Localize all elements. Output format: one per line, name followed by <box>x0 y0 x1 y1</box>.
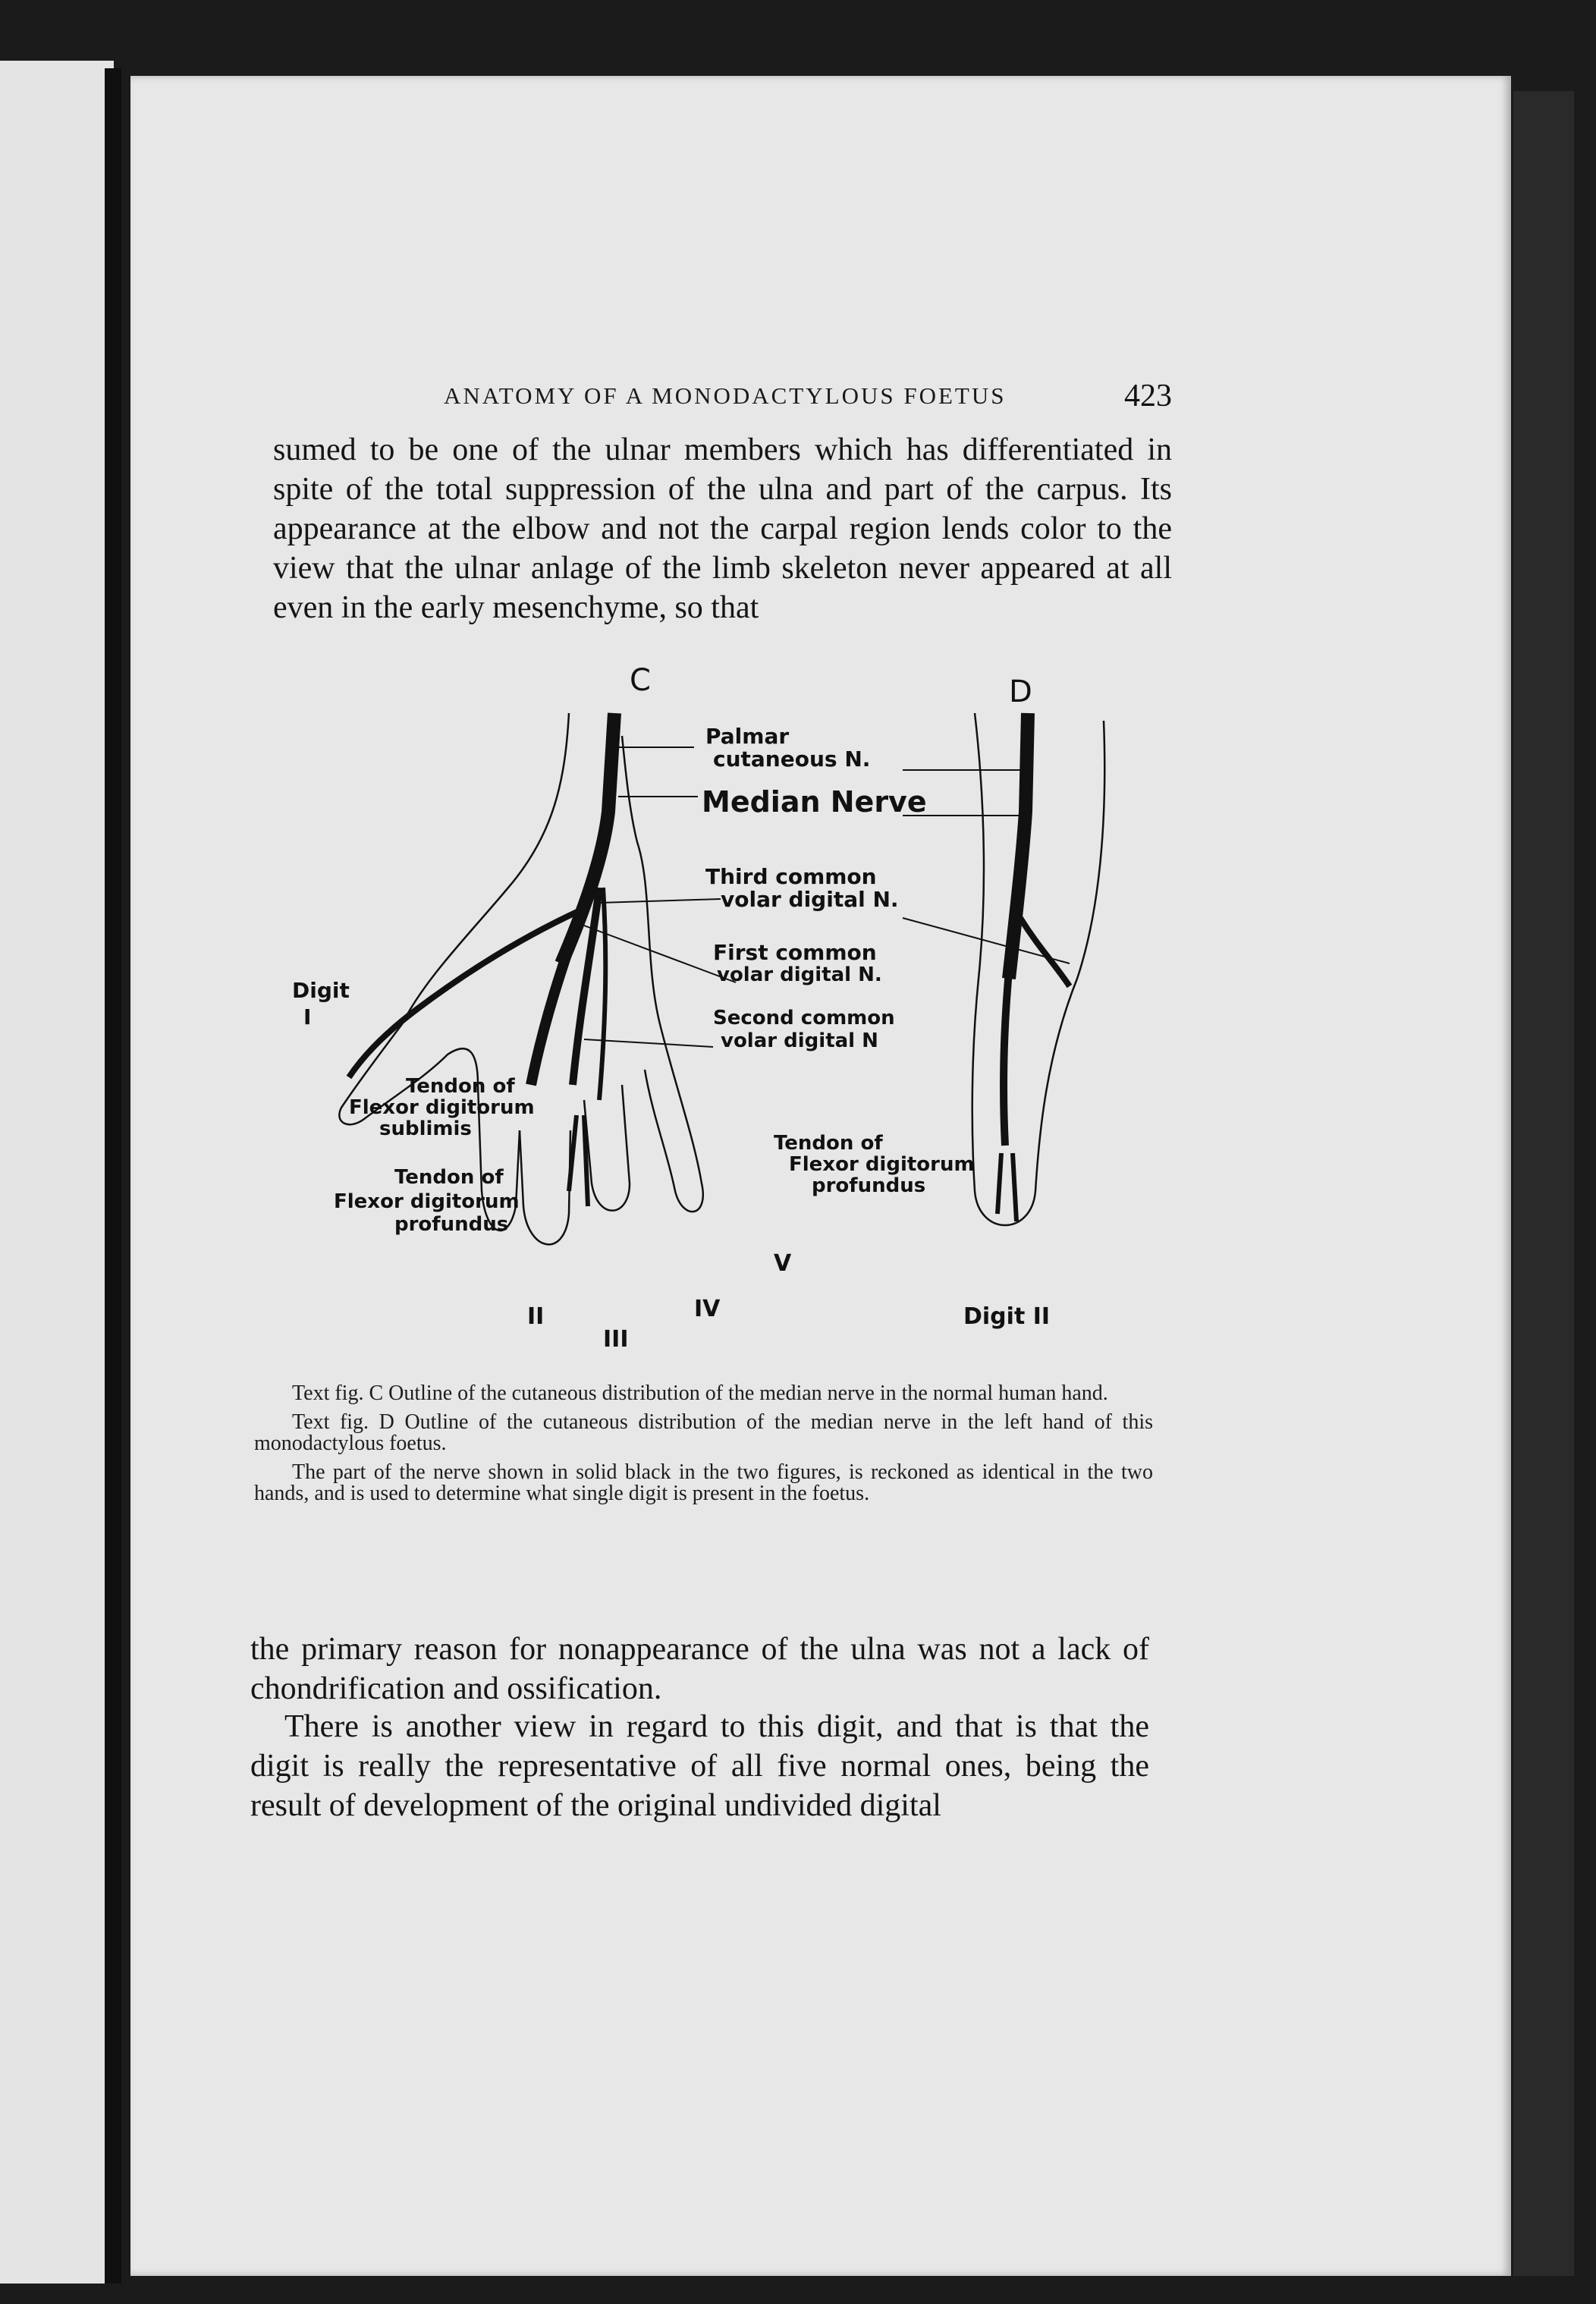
running-title: ANATOMY OF A MONODACTYLOUS FOETUS <box>444 382 1007 409</box>
label-d: D <box>1009 674 1032 709</box>
label-iv: IV <box>694 1296 721 1322</box>
figure-hands <box>281 660 1176 1381</box>
label-ii: II <box>527 1303 545 1330</box>
label-d-profundus-2: Flexor digitorum <box>789 1153 975 1176</box>
hand-nerve-diagram <box>281 660 1176 1381</box>
hand-c-finger-v <box>622 736 703 1212</box>
hand-c-outline <box>339 713 569 1231</box>
caption-note: The part of the nerve shown in solid black in the two figures, is reckoned as identical in the two hands, and is used to determine what single digit is present in the foetus. <box>254 1460 1153 1505</box>
label-first-2: volar digital N. <box>717 963 882 986</box>
label-sublimis-2: Flexor digitorum <box>349 1096 535 1119</box>
figure-caption <box>254 1383 1153 1512</box>
label-iii: III <box>603 1326 629 1353</box>
label-v: V <box>774 1250 792 1277</box>
label-digit-ii: Digit II <box>963 1303 1051 1330</box>
body-paragraph-bottom-2: There is another view in regard to this digit, and that is that the digit is really the representative of all five normal ones, being the result of development of the original undivided digital <box>250 1709 1149 1823</box>
label-first-1: First common <box>713 940 877 965</box>
label-median-nerve: Median Nerve <box>702 785 927 819</box>
label-sublimis-3: sublimis <box>379 1117 472 1140</box>
caption-fig-d: Text fig. D Outline of the cutaneous distribution of the median nerve in the left hand of this monodactylous foetus. <box>254 1410 1153 1455</box>
label-digit-i-2: I <box>303 1004 312 1029</box>
label-third-1: Third common <box>705 864 877 889</box>
label-palmar-1: Palmar <box>705 724 790 749</box>
label-profundus-1: Tendon of <box>394 1166 504 1189</box>
hand-c-finger-iii <box>520 1130 570 1244</box>
label-profundus-2: Flexor digitorum <box>334 1190 520 1213</box>
label-c: C <box>630 663 651 698</box>
label-d-profundus-1: Tendon of <box>774 1132 883 1155</box>
label-digit-i-1: Digit <box>292 978 350 1003</box>
label-second-1: Second common <box>713 1007 895 1029</box>
label-third-2: volar digital N. <box>721 887 899 912</box>
label-d-profundus-3: profundus <box>812 1174 926 1197</box>
book-gutter <box>105 68 121 2284</box>
hand-c-finger-iv <box>584 1085 630 1211</box>
body-paragraph-top: sumed to be one of the ulnar members which has differentiated in spite of the total suppression of the ulna and part of the carpus. Its appearance at the elbow and not the carpal region lends color to the view that the ulnar anlage of the limb skeleton never appeared at all even in the early mesenchyme, so that <box>273 432 1172 625</box>
label-second-2: volar digital N <box>721 1029 878 1052</box>
page-header <box>444 378 1172 423</box>
caption-fig-c: Text fig. C Outline of the cutaneous distribution of the median nerve in the normal human hand. <box>292 1381 1108 1405</box>
body-paragraph-bottom-1: the primary reason for nonappearance of the ulna was not a lack of chondrification and ossification. <box>250 1632 1149 1706</box>
label-sublimis-1: Tendon of <box>406 1075 515 1098</box>
facing-page-edge <box>0 61 114 2284</box>
scan-background-right <box>1513 91 1574 2276</box>
hand-d-outline <box>972 713 1105 1225</box>
label-profundus-3: profundus <box>394 1213 509 1236</box>
label-palmar-2: cutaneous N. <box>713 747 871 772</box>
page-number: 423 <box>1124 379 1172 413</box>
